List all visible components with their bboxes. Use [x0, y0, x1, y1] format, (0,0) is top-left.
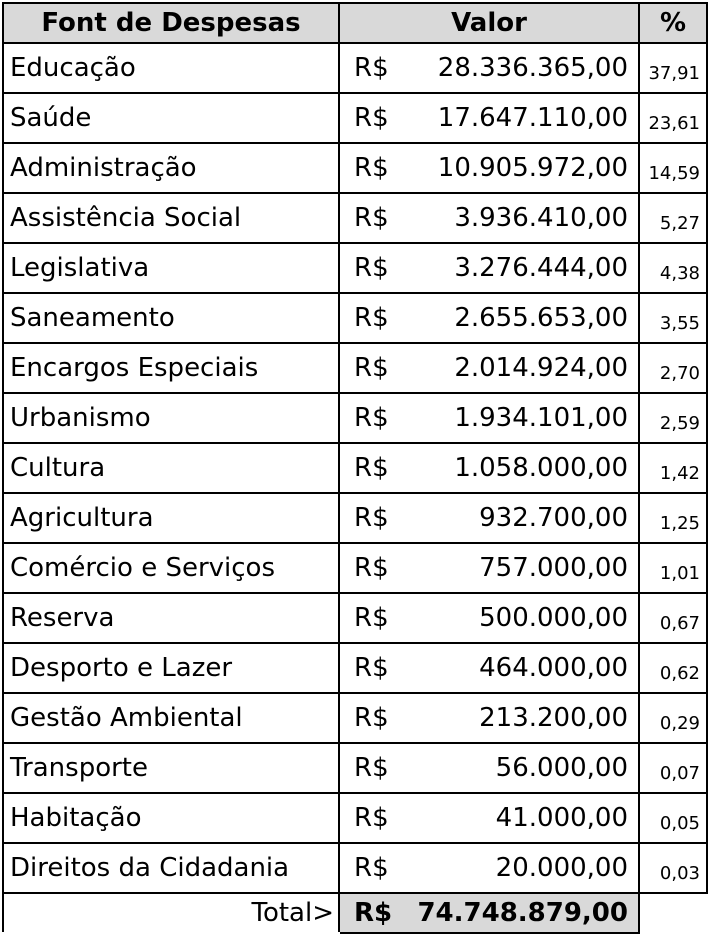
table-row: [3, 143, 707, 193]
row-name: Assistência Social: [3, 193, 339, 243]
row-currency: R$: [339, 793, 399, 843]
total-currency: R$: [339, 893, 399, 933]
table-body: [3, 43, 707, 893]
row-currency: R$: [339, 193, 399, 243]
row-value: 28.336.365,00: [399, 43, 639, 93]
table-row: [3, 243, 707, 293]
row-currency: R$: [339, 743, 399, 793]
table-row: [3, 493, 707, 543]
table-row: [3, 593, 707, 643]
row-name: Administração: [3, 143, 339, 193]
row-percent: 1,01: [639, 543, 707, 593]
row-name: Saúde: [3, 93, 339, 143]
row-percent: 0,29: [639, 693, 707, 743]
row-name: Comércio e Serviços: [3, 543, 339, 593]
row-name: Agricultura: [3, 493, 339, 543]
row-value: 464.000,00: [399, 643, 639, 693]
table-row: [3, 793, 707, 843]
table-row: [3, 43, 707, 93]
row-currency: R$: [339, 343, 399, 393]
row-percent: 2,70: [639, 343, 707, 393]
row-currency: R$: [339, 443, 399, 493]
header-percent: %: [639, 3, 707, 43]
header-row: [3, 3, 707, 43]
row-percent: 0,05: [639, 793, 707, 843]
row-name: Reserva: [3, 593, 339, 643]
row-percent: 1,25: [639, 493, 707, 543]
expense-table: [2, 2, 708, 934]
row-name: Legislativa: [3, 243, 339, 293]
row-currency: R$: [339, 243, 399, 293]
row-currency: R$: [339, 393, 399, 443]
row-value: 3.936.410,00: [399, 193, 639, 243]
table-row: [3, 193, 707, 243]
row-percent: 0,03: [639, 843, 707, 893]
table-row: [3, 843, 707, 893]
total-blank-cell: [639, 893, 707, 933]
row-value: 3.276.444,00: [399, 243, 639, 293]
row-name: Urbanismo: [3, 393, 339, 443]
row-percent: 0,67: [639, 593, 707, 643]
row-percent: 14,59: [639, 143, 707, 193]
table-row: [3, 443, 707, 493]
row-value: 10.905.972,00: [399, 143, 639, 193]
row-value: 932.700,00: [399, 493, 639, 543]
row-name: Transporte: [3, 743, 339, 793]
row-percent: 37,91: [639, 43, 707, 93]
row-name: Direitos da Cidadania: [3, 843, 339, 893]
row-percent: 4,38: [639, 243, 707, 293]
row-currency: R$: [339, 43, 399, 93]
row-currency: R$: [339, 493, 399, 543]
row-name: Habitação: [3, 793, 339, 843]
row-percent: 3,55: [639, 293, 707, 343]
row-currency: R$: [339, 93, 399, 143]
row-percent: 0,62: [639, 643, 707, 693]
row-value: 17.647.110,00: [399, 93, 639, 143]
table-row: [3, 293, 707, 343]
table-row: [3, 543, 707, 593]
row-value: 1.058.000,00: [399, 443, 639, 493]
total-value: 74.748.879,00: [399, 893, 639, 933]
row-name: Gestão Ambiental: [3, 693, 339, 743]
row-value: 56.000,00: [399, 743, 639, 793]
row-value: 41.000,00: [399, 793, 639, 843]
row-value: 757.000,00: [399, 543, 639, 593]
row-name: Encargos Especiais: [3, 343, 339, 393]
table-row: [3, 643, 707, 693]
row-value: 20.000,00: [399, 843, 639, 893]
row-currency: R$: [339, 143, 399, 193]
row-currency: R$: [339, 593, 399, 643]
row-percent: 1,42: [639, 443, 707, 493]
row-name: Educação: [3, 43, 339, 93]
row-currency: R$: [339, 293, 399, 343]
row-currency: R$: [339, 643, 399, 693]
header-category: Font de Despesas: [3, 3, 339, 43]
row-value: 2.014.924,00: [399, 343, 639, 393]
table-row: [3, 743, 707, 793]
row-value: 500.000,00: [399, 593, 639, 643]
total-row: [3, 893, 707, 933]
row-name: Desporto e Lazer: [3, 643, 339, 693]
table-row: [3, 393, 707, 443]
table-row: [3, 693, 707, 743]
row-value: 213.200,00: [399, 693, 639, 743]
row-name: Cultura: [3, 443, 339, 493]
row-percent: 2,59: [639, 393, 707, 443]
row-value: 1.934.101,00: [399, 393, 639, 443]
row-name: Saneamento: [3, 293, 339, 343]
row-currency: R$: [339, 843, 399, 893]
table-row: [3, 343, 707, 393]
row-percent: 5,27: [639, 193, 707, 243]
total-label: Total>: [3, 893, 339, 933]
row-currency: R$: [339, 693, 399, 743]
table-row: [3, 93, 707, 143]
row-value: 2.655.653,00: [399, 293, 639, 343]
row-percent: 23,61: [639, 93, 707, 143]
row-percent: 0,07: [639, 743, 707, 793]
row-currency: R$: [339, 543, 399, 593]
header-value: Valor: [339, 3, 639, 43]
